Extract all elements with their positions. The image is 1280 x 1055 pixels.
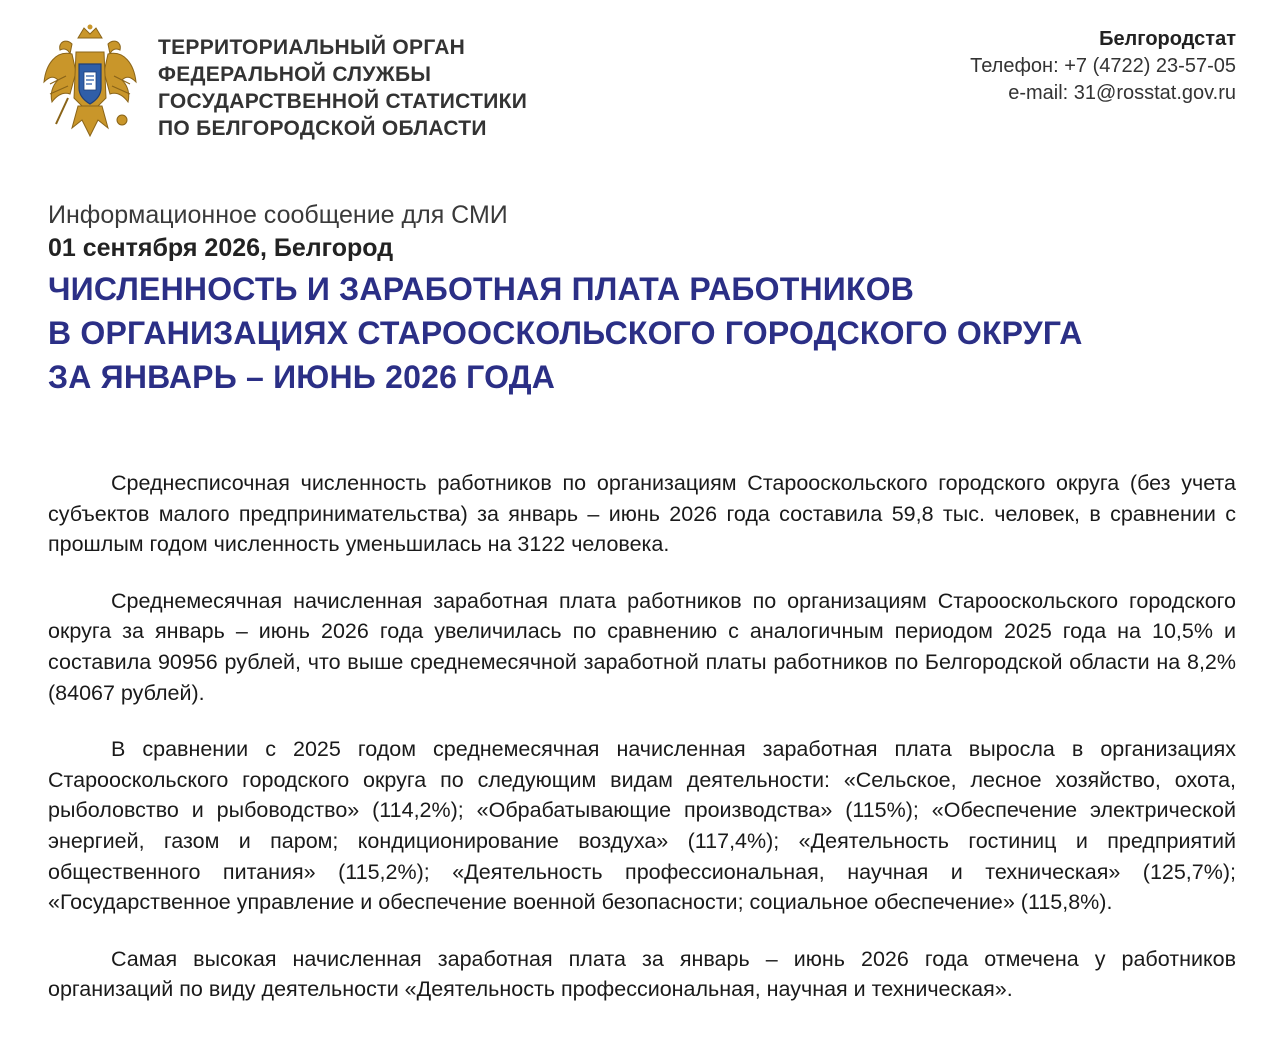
headline-line: В ОРГАНИЗАЦИЯХ СТАРООСКОЛЬСКОГО ГОРОДСКОГО ОКРУГА xyxy=(48,315,1083,351)
organization-name xyxy=(158,34,527,142)
article-body xyxy=(48,468,1236,1005)
paragraph-highest-salary: Самая высокая начисленная заработная плата за январь – июнь 2026 года отмечена у работников организаций по виду деятельности «Деятельность профессиональная, научная и техническая». xyxy=(48,946,1236,1002)
headline-line: ЧИСЛЕННОСТЬ И ЗАРАБОТНАЯ ПЛАТА РАБОТНИКОВ xyxy=(48,271,915,307)
rosstat-emblem-icon xyxy=(42,24,138,142)
release-header xyxy=(48,199,1238,399)
release-dateline: 01 сентября 2026, Белгород xyxy=(48,234,394,262)
page-header xyxy=(0,0,1280,160)
release-headline xyxy=(48,267,1238,399)
paragraph-headcount: Среднесписочная численность работников по организациям Старооскольского городского округа (без учета субъектов малого предпринимательства) за январь – июнь 2026 года составила 59,8 тыс. человек, в сравнении с прошлым годом численность уменьшилась на 3122 человека. xyxy=(48,471,1236,557)
phone-number: Телефон: +7 (4722) 23-57-05 xyxy=(970,55,1236,77)
organization-name-line: ПО БЕЛГОРОДСКОЙ ОБЛАСТИ xyxy=(158,117,487,140)
organization-name-line: ТЕРРИТОРИАЛЬНЫЙ ОРГАН xyxy=(158,36,466,59)
organization-name-line: ГОСУДАРСТВЕННОЙ СТАТИСТИКИ xyxy=(158,90,528,113)
email-address[interactable]: e-mail: 31@rosstat.gov.ru xyxy=(1008,82,1236,104)
headline-line: ЗА ЯНВАРЬ – ИЮНЬ 2026 ГОДА xyxy=(48,359,556,395)
paragraph-average-salary: Среднемесячная начисленная заработная плата работников по организациям Старооскольского городского округа за январь – июнь 2026 года увеличилась по сравнению с аналогичным периодом 2025 года на 10,5% и составила 90956 рублей, что выше среднемесячной заработной платы работников по Белгородской области на 8,2% (84067 рублей). xyxy=(48,588,1236,705)
organization-name-line: ФЕДЕРАЛЬНОЙ СЛУЖБЫ xyxy=(158,63,432,86)
release-kind: Информационное сообщение для СМИ xyxy=(48,201,508,229)
brand-name: Белгородстат xyxy=(1099,28,1236,50)
paragraph-salary-growth-by-activity: В сравнении с 2025 годом среднемесячная начисленная заработная плата выросла в организациях Старооскольского городского округа по следующим видам деятельности: «Сельское, лесное хозяйство, охота, рыболовство и рыбоводство» (114,2%); «Обрабатывающие производства» (115%); «Обеспечение электрической энергией, газом и паром; кондиционирование воздуха» (117,4%); «Деятельность гостиниц и предприятий общественного питания» (115,2%); «Деятельность профессиональная, научная и техническая» (125,7%); «Государственное управление и обеспечение военной безопасности; социальное обеспечение» (115,8%). xyxy=(48,737,1236,915)
contact-block xyxy=(970,26,1236,107)
